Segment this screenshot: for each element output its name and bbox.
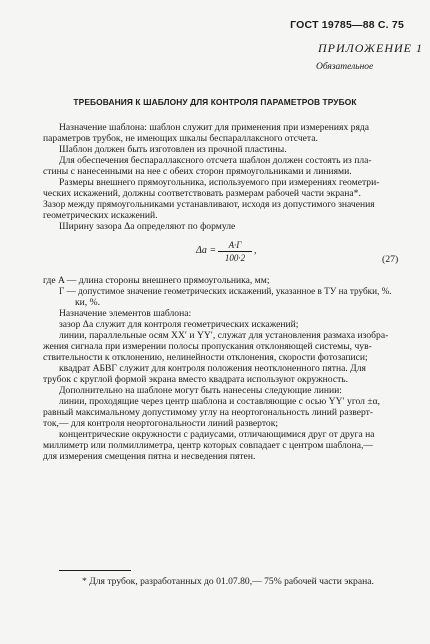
text-line: Зазор между прямоугольниками устанавливают, исходя из допустимого значения xyxy=(43,199,375,210)
formula-lhs: Δa = xyxy=(196,245,217,256)
text-line: Г — допустимое значение геометрических искажений, указанное в ТУ на трубки, %. xyxy=(59,286,392,296)
text-line: геометрических искажений. xyxy=(43,210,158,221)
text-line: равный максимальному допустимому углу на неортогональность линий разверт- xyxy=(43,407,374,418)
text-line: Для обеспечения беспараллаксного отсчета шаблон должен состоять из пла- xyxy=(59,155,372,166)
text-line: Размеры внешнего прямоугольника, используемого при измерениях геометри- xyxy=(59,177,380,188)
text-line: стины с нанесенными на нее с обеих сторон прямоугольниками и линиями. xyxy=(43,166,352,177)
text-line: линии, параллельные осям XX′ и YY′, служат для установления размаха изобра- xyxy=(59,330,389,341)
page-header: ГОСТ 19785—88 С. 75 xyxy=(290,19,404,31)
text-line: Ширину зазора Δа определяют по формуле xyxy=(59,221,236,232)
appendix-title: ПРИЛОЖЕНИЕ 1 xyxy=(318,41,423,55)
text-line: трубок с круглой формой экрана вместо квадрата используют окружность. xyxy=(43,374,349,385)
equation-number: (27) xyxy=(382,254,399,265)
text-line: где A — длина стороны внешнего прямоугольника, мм; xyxy=(43,275,270,286)
text-line: квадрат АБВГ служит для контроля положения неотклоненного пятна. Для xyxy=(59,363,366,374)
text-line: зазор Δа служит для контроля геометрических искажений; xyxy=(59,319,299,330)
text-line: ствительности к отклонению, нелинейности отклонения, скорости фотозаписи; xyxy=(43,352,368,363)
text-line: ток,— для контроля неортогональности линий разверток; xyxy=(43,418,279,429)
text-line: ческих искажений, должны соответствовать размерам рабочей части экрана*. xyxy=(43,188,361,199)
footnote: * Для трубок, разработанных до 01.07.80,— 75% рабочей части экрана. xyxy=(82,576,374,587)
text-line: концентрические окружности с радиусами, отличающимися друг от друга на xyxy=(59,429,375,440)
text-line: параметров трубок, не имеющих шкалы беспараллаксного отсчета. xyxy=(43,133,318,144)
formula-fraction xyxy=(218,240,252,263)
section-title: ТРЕБОВАНИЯ К ШАБЛОНУ ДЛЯ КОНТРОЛЯ ПАРАМЕТРОВ ТРУБОК xyxy=(73,97,357,107)
text-line: миллиметр или полмиллиметра, центр которых совпадает с центром шаблона,— xyxy=(43,440,373,451)
text-line: ки, %. xyxy=(75,297,100,308)
formula-denominator: 100·2 xyxy=(224,253,246,263)
text-line: Шаблон должен быть изготовлен из прочной пластины. xyxy=(59,144,287,155)
text-line: Назначение шаблона: шаблон служит для применения при измерениях ряда xyxy=(59,122,370,133)
formula-tail: , xyxy=(254,245,257,256)
text-line: Назначение элементов шаблона: xyxy=(59,308,192,319)
text-line: жения сигнала при измерении полосы пропускания отклоняющей системы, чув- xyxy=(43,341,372,352)
footnote-separator xyxy=(59,570,131,571)
appendix-status: Обязательное xyxy=(316,62,374,72)
formula-numerator: A·Г xyxy=(218,240,252,252)
text-line: для измерения смещения пятна и несведения пятен. xyxy=(43,451,256,462)
text-line: Дополнительно на шаблоне могут быть нанесены следующие линии: xyxy=(59,385,342,396)
text-line: линии, проходящие через центр шаблона и составляющие с осью YY′ угол ±α, xyxy=(59,396,381,407)
